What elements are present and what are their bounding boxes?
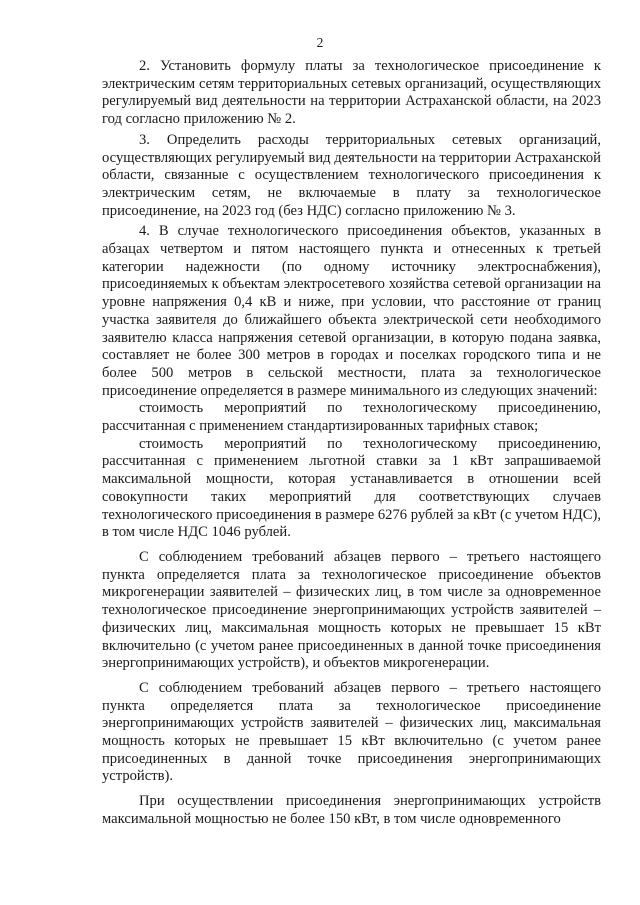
paragraph-microgeneration: С соблюдением требований абзацев первого – третьего настоящего пункта определяется плата за технологическое присоединение объектов микрогенерации заявителей – физических лиц, в том числе за одновременное технологическое присоединение энергопринимающих устройств заявителей – физических лиц, максимальная мощность которых не превышает 15 кВт включительно (с учетом ранее присоединенных в данной точке присоединения энергопринимающих устройств), и объектов микрогенерации. bbox=[102, 548, 601, 672]
paragraph-item-4: 4. В случае технологического присоединения объектов, указанных в абзацах четвертом и пятом настоящего пункта и отнесенных к третьей категории надежности (по одному источнику электроснабжения), присоединяемых к объектам электросетевого хозяйства сетевой организации на уровне напряжения 0,4 кВ и ниже, при условии, что расстояние от границ участка заявителя до ближайшего объекта электрической сети необходимого заявителю класса напряжения сетевой организации, в которую подана заявка, составляет не более 300 метров в городах и поселках городского типа и не более 500 метров в сельской местности, плата за технологическое присоединение определяется в размере минимального из следующих значений: bbox=[102, 223, 601, 399]
paragraph-item-3: 3. Определить расходы территориальных сетевых организаций, осуществляющих регулируемый вид деятельности на территории Астраханской области, связанные с осуществлением технологического присоединения к электрическим сетям, не включаемые в плату за технологическое присоединение, на 2023 год (без НДС) согласно приложению № 3. bbox=[102, 131, 601, 219]
paragraph-preferential-rate: стоимость мероприятий по технологическому присоединению, рассчитанная с применением льготной ставки за 1 кВт запрашиваемой максимальной мощности, которая устанавливается в отношении всей совокупности таких мероприятий для соответствующих случаев технологического присоединения в размере 6276 рублей за кВт (с учетом НДС), в том числе НДС 1046 рублей. bbox=[102, 435, 601, 541]
paragraph-individuals: С соблюдением требований абзацев первого – третьего настоящего пункта определяется плата за технологическое присоединение энергопринимающих устройств заявителей – физических лиц, максимальная мощность которых не превышает 15 кВт включительно (с учетом ранее присоединенных в данной точке присоединения энергопринимающих устройств). bbox=[102, 679, 601, 785]
document-body bbox=[102, 58, 601, 829]
page-number: 2 bbox=[316, 35, 324, 50]
paragraph-150kw: При осуществлении присоединения энергопринимающих устройств максимальной мощностью не более 150 кВт, в том числе одновременного bbox=[102, 793, 601, 827]
paragraph-item-2: 2. Установить формулу платы за технологическое присоединение к электрическим сетям территориальных сетевых организаций, осуществляющих регулируемый вид деятельности на территории Астраханской области, на 2023 год согласно приложению № 2. bbox=[102, 58, 601, 128]
paragraph-standard-rates: стоимость мероприятий по технологическому присоединению, рассчитанная с применением стандартизированных тарифных ставок; bbox=[102, 400, 601, 435]
